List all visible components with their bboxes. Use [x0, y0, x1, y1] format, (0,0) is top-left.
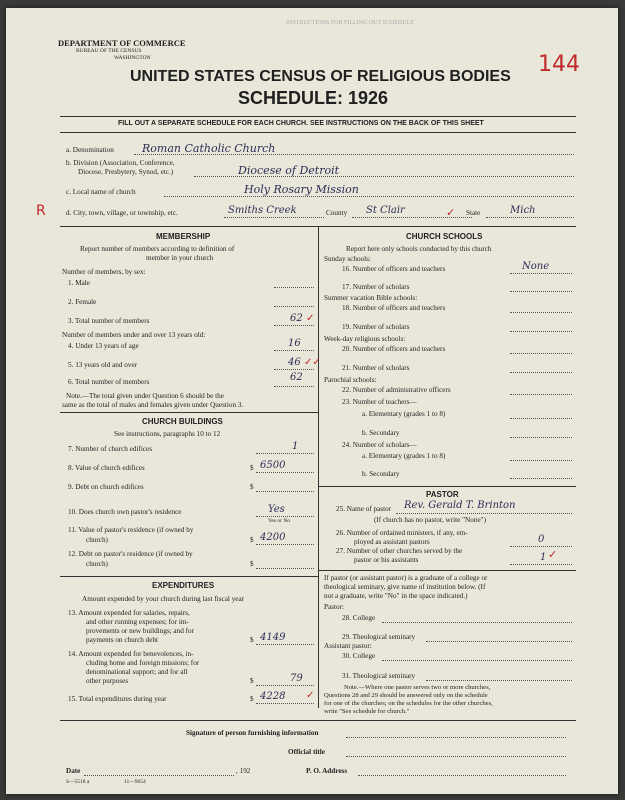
assistant-label: Assistant pastor:	[324, 642, 372, 650]
q14-label-3: denominational support; and for all	[86, 668, 188, 676]
q10-value[interactable]: Yes	[268, 504, 285, 515]
dollar-sign: $	[250, 483, 254, 491]
local-name-value[interactable]: Holy Rosary Mission	[244, 183, 359, 196]
q23b-label: b. Secondary	[362, 429, 400, 437]
grad-text: If pastor (or assistant pastor) is a graduate of a college or	[324, 574, 488, 582]
q7-label: 7. Number of church edifices	[68, 445, 153, 453]
q25-value[interactable]: Rev. Gerald T. Brinton	[404, 500, 516, 511]
q8-label: 8. Value of church edifices	[68, 464, 145, 472]
pastor-note-4: write "See schedule for church."	[324, 708, 410, 715]
dollar-sign: $	[250, 560, 254, 568]
membership-intro: Report number of members according to definition of	[80, 245, 235, 253]
year-label: , 192	[236, 767, 251, 775]
q2-label: 2. Female	[68, 298, 97, 306]
city-label: WASHINGTON	[114, 55, 151, 61]
q16-label: 16. Number of officers and teachers	[342, 265, 446, 273]
q14-label-4: other purposes	[86, 677, 129, 685]
q28-label: 28. College	[342, 614, 376, 622]
age-label: Number of members under and over 13 years old:	[62, 331, 206, 339]
q5-label: 5. 13 years old and over	[68, 361, 138, 369]
q5-value[interactable]: 46	[288, 357, 301, 368]
dollar-sign: $	[250, 695, 254, 703]
q20-label: 20. Number of officers and teachers	[342, 345, 446, 353]
q7-value[interactable]: 1	[292, 441, 299, 452]
q17-label: 17. Number of scholars	[342, 283, 410, 291]
q24b-label: b. Secondary	[362, 470, 400, 478]
q23a-label: a. Elementary (grades 1 to 8)	[362, 410, 446, 418]
pastor-note: Note.—Where one pastor serves two or more churches,	[344, 684, 491, 691]
q6-label: 6. Total number of members	[68, 378, 150, 386]
dollar-sign: $	[250, 536, 254, 544]
q14-label: 14. Amount expended for benevolences, in-	[68, 650, 194, 658]
q30-label: 30. College	[342, 652, 376, 660]
q13-label-2: and other running expenses; for im-	[86, 618, 189, 626]
sex-label: Number of members, by sex:	[62, 268, 146, 276]
q22-label: 22. Number of administrative officers	[342, 386, 451, 394]
parochial-label: Parochial schools:	[324, 376, 377, 384]
membership-note-2: same as the total of males and females given under Question 3.	[62, 401, 244, 409]
yes-no-hint: Yes or No	[268, 518, 291, 524]
check-mark: ✓✓	[304, 357, 321, 368]
pastor-label: Pastor:	[324, 603, 344, 611]
signature-label: Signature of person furnishing information	[186, 729, 319, 737]
q25-label: 25. Name of pastor	[336, 505, 392, 513]
q12-label: 12. Debt on pastor's residence (if owned by	[68, 550, 193, 558]
check-mark: ✓	[306, 690, 315, 701]
q27-value[interactable]: 1	[540, 552, 547, 563]
q15-label: 15. Total expenditures during year	[68, 695, 167, 703]
q10-label: 10. Does church own pastor's residence	[68, 508, 182, 516]
state-label: State	[466, 209, 481, 217]
q21-label: 21. Number of scholars	[342, 364, 410, 372]
division-label-2: Diocese, Presbytery, Synod, etc.)	[78, 168, 174, 176]
membership-title: MEMBERSHIP	[156, 232, 211, 241]
check-mark: ✓	[306, 313, 315, 324]
q15-value[interactable]: 4228	[260, 691, 286, 702]
expenditures-title: EXPENDITURES	[152, 581, 215, 590]
q25-note: (If church has no pastor, write "None")	[374, 516, 486, 524]
denomination-value[interactable]: Roman Catholic Church	[142, 142, 276, 155]
division-label: b. Division (Association, Conference,	[66, 159, 175, 167]
summer-label: Summer vacation Bible schools:	[324, 294, 418, 302]
dollar-sign: $	[250, 636, 254, 644]
expenditures-subtitle: Amount expended by your church during last fiscal year	[82, 595, 245, 603]
q11-label: 11. Value of pastor's residence (if owned by	[68, 526, 194, 534]
grad-text-3: not a graduate, write "No" in the space indicated.)	[324, 592, 468, 600]
weekday-label: Week-day religious schools:	[324, 335, 406, 343]
q11-label-2: church)	[86, 536, 108, 544]
q4-label: 4. Under 13 years of age	[68, 342, 139, 350]
schedule-title: SCHEDULE: 1926	[238, 88, 389, 108]
form-code-2: 11—9054	[124, 779, 146, 785]
pastor-title: PASTOR	[426, 490, 459, 499]
q23-label: 23. Number of teachers—	[342, 398, 417, 406]
q13-label: 13. Amount expended for salaries, repairs,	[68, 609, 190, 617]
q4-value[interactable]: 16	[288, 338, 301, 349]
membership-intro-2: member in your church	[146, 254, 214, 262]
pastor-note-3: for one of the churches; on the schedules for the other churches,	[324, 700, 493, 707]
q8-value[interactable]: 6500	[260, 460, 286, 471]
local-name-label: c. Local name of church	[66, 188, 136, 196]
q3-label: 3. Total number of members	[68, 317, 150, 325]
division-value[interactable]: Diocese of Detroit	[238, 164, 340, 177]
q18-label: 18. Number of officers and teachers	[342, 304, 446, 312]
form-code: S—5518 a	[66, 779, 90, 785]
q24-label: 24. Number of scholars—	[342, 441, 417, 449]
q31-label: 31. Theological seminary	[342, 672, 416, 680]
q6-value[interactable]: 62	[290, 372, 303, 383]
q19-label: 19. Number of scholars	[342, 323, 410, 331]
sunday-label: Sunday schools:	[324, 255, 371, 263]
dollar-sign: $	[250, 677, 254, 685]
dollar-sign: $	[250, 464, 254, 472]
buildings-title: CHURCH BUILDINGS	[142, 417, 223, 426]
county-value[interactable]: St Clair	[366, 205, 405, 216]
check-mark: ✓	[548, 548, 558, 561]
q24a-label: a. Elementary (grades 1 to 8)	[362, 452, 446, 460]
state-value[interactable]: Mich	[510, 205, 536, 216]
q26-label: 26. Number of ordained ministers, if any, em-	[336, 529, 468, 537]
q29-label: 29. Theological seminary	[342, 633, 416, 641]
q12-label-2: church)	[86, 560, 108, 568]
instruction-line: FILL OUT A SEPARATE SCHEDULE FOR EACH CHURCH. SEE INSTRUCTIONS ON THE BACK OF THIS SHEET	[118, 120, 484, 127]
bureau-label: BUREAU OF THE CENSUS	[76, 48, 142, 54]
faded-top-text: INSTRUCTIONS FOR FILLING OUT SCHEDULE	[286, 20, 414, 26]
q1-label: 1. Male	[68, 279, 90, 287]
census-form	[6, 8, 618, 794]
q13-value[interactable]: 4149	[260, 632, 286, 643]
q13-label-3: provements or new buildings; and for	[86, 627, 194, 635]
city-value[interactable]: Smiths Creek	[228, 205, 297, 216]
q3-value[interactable]: 62	[290, 313, 303, 324]
q26-value[interactable]: 0	[538, 534, 545, 545]
q11-value[interactable]: 4200	[260, 532, 286, 543]
stamp-number: 144	[538, 52, 580, 77]
q26-label-2: ployed as assistant pastors	[354, 538, 430, 546]
check-mark: ✓	[446, 206, 456, 219]
form-title: UNITED STATES CENSUS OF RELIGIOUS BODIES	[130, 68, 511, 85]
q27-label-2: pastor or his assistants	[354, 556, 419, 564]
county-label: County	[326, 209, 348, 217]
grad-text-2: theological seminary, give name of institution below. (If	[324, 583, 486, 591]
q9-label: 9. Debt on church edifices	[68, 483, 144, 491]
q16-value[interactable]: None	[522, 261, 550, 272]
r-mark: R	[36, 203, 46, 219]
official-title-label: Official title	[288, 748, 325, 756]
schools-subtitle: Report here only schools conducted by this church	[346, 245, 492, 253]
po-address-label: P. O. Address	[306, 767, 348, 775]
q13-label-4: payments on church debt	[86, 636, 159, 644]
q14-value[interactable]: 79	[290, 673, 303, 684]
q14-label-2: cluding home and foreign missions; for	[86, 659, 200, 667]
membership-note: Note.—The total given under Question 6 should be the	[66, 392, 224, 400]
denomination-label: a. Denomination	[66, 146, 114, 154]
q27-label: 27. Number of other churches served by the	[336, 547, 463, 555]
pastor-note-2: Questions 28 and 29 should be answered only on the schedule	[324, 692, 488, 699]
schools-title: CHURCH SCHOOLS	[406, 232, 483, 241]
date-label: Date	[66, 767, 81, 775]
buildings-subtitle: See instructions, paragraphs 10 to 12	[114, 430, 221, 438]
dept-label: DEPARTMENT OF COMMERCE	[58, 38, 186, 48]
city-label-field: d. City, town, village, or township, etc.	[66, 209, 178, 217]
